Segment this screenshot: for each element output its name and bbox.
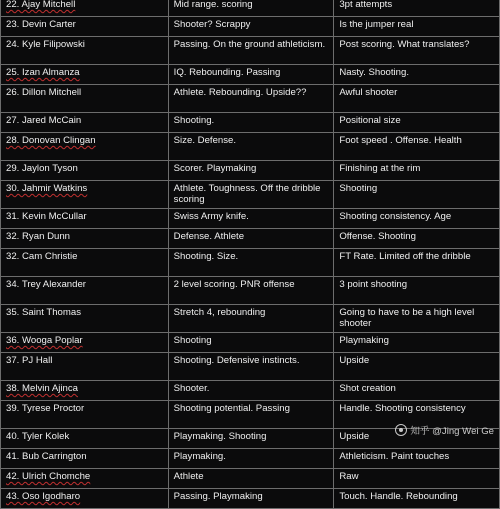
strengths-cell: Passing. Playmaking [168,489,334,508]
player-name: 30. Jahmir Watkins [6,183,88,194]
strengths-cell: Mid range. scoring [168,0,334,16]
player-cell: 24. Kyle Filipowski [0,37,168,64]
weaknesses-cell: Going to have to be a high level shooter [333,305,500,332]
table-row [0,37,500,65]
player-name: 43. Oso Igodharo [6,491,81,502]
player-cell: 35. Saint Thomas [0,305,168,332]
player-name: 38. Melvin Ajinca [6,383,78,394]
strengths-cell: Shooting. [168,113,334,132]
weaknesses-cell: Shot creation [333,381,500,400]
player-cell: 34. Trey Alexander [0,277,168,304]
strengths-cell: Athlete. Toughness. Off the dribble scoring [168,181,334,208]
player-cell: 32. Ryan Dunn [0,229,168,248]
player-cell [0,469,168,488]
player-cell: 26. Dillon Mitchell [0,85,168,112]
weaknesses-cell: Athleticism. Paint touches [333,449,500,468]
table-row [0,229,500,249]
strengths-cell: Swiss Army knife. [168,209,334,228]
table-row [0,449,500,469]
table-row [0,429,500,449]
player-cell: 23. Devin Carter [0,17,168,36]
player-cell: 41. Bub Carrington [0,449,168,468]
table-row [0,209,500,229]
strengths-cell: Passing. On the ground athleticism. [168,37,334,64]
player-name: 42. Ulrich Chomche [6,471,91,482]
player-cell: 39. Tyrese Proctor [0,401,168,428]
weaknesses-cell: Upside [333,429,500,448]
weaknesses-cell: Raw [333,469,500,488]
player-cell: 37. PJ Hall [0,353,168,380]
strengths-cell: Playmaking. Shooting [168,429,334,448]
weaknesses-cell: 3pt attempts [333,0,500,16]
table-row [0,489,500,509]
table-row [0,353,500,381]
strengths-cell: 2 level scoring. PNR offense [168,277,334,304]
watermark-text: 知乎 @Jing Wei Ge [410,426,494,437]
strengths-cell: Shooter? Scrappy [168,17,334,36]
player-name: 36. Wooga Poplar [6,335,83,346]
weaknesses-cell: Playmaking [333,333,500,352]
weaknesses-cell: Post scoring. What translates? [333,37,500,64]
weaknesses-cell: Positional size [333,113,500,132]
weaknesses-cell: 3 point shooting [333,277,500,304]
player-cell [0,333,168,352]
player-cell: 32. Cam Christie [0,249,168,276]
weaknesses-cell: Nasty. Shooting. [333,65,500,84]
player-cell [0,133,168,160]
strengths-cell: Shooter. [168,381,334,400]
player-name: 25. Izan Almanza [6,67,80,78]
weaknesses-cell: Finishing at the rim [333,161,500,180]
strengths-cell: Shooting. Defensive instincts. [168,353,334,380]
weaknesses-cell: Awful shooter [333,85,500,112]
weaknesses-cell: Touch. Handle. Rebounding [333,489,500,508]
player-cell [0,65,168,84]
strengths-cell: IQ. Rebounding. Passing [168,65,334,84]
player-cell [0,181,168,208]
player-name: 22. Ajay Mitchell [6,0,76,10]
player-cell [0,381,168,400]
weaknesses-cell: Shooting [333,181,500,208]
player-cell [0,489,168,508]
weaknesses-cell: Is the jumper real [333,17,500,36]
strengths-cell: Stretch 4, rebounding [168,305,334,332]
weaknesses-cell: Upside [333,353,500,380]
weaknesses-cell: Shooting consistency. Age [333,209,500,228]
table-row [0,381,500,401]
player-cell: 31. Kevin McCullar [0,209,168,228]
strengths-cell: Playmaking. [168,449,334,468]
table-row [0,181,500,209]
table-row [0,85,500,113]
table-row [0,401,500,429]
weaknesses-cell: FT Rate. Limited off the dribble [333,249,500,276]
table-row [0,17,500,37]
strengths-cell: Size. Defense. [168,133,334,160]
strengths-cell: Athlete [168,469,334,488]
table-row [0,305,500,333]
table-row [0,161,500,181]
player-name: 28. Donovan Clingan [6,135,96,146]
player-cell: 40. Tyler Kolek [0,429,168,448]
strengths-cell: Shooting potential. Passing [168,401,334,428]
table-row [0,249,500,277]
strengths-cell: Shooting. Size. [168,249,334,276]
strengths-cell: Shooting [168,333,334,352]
table-row [0,133,500,161]
table-row [0,65,500,85]
strengths-cell: Defense. Athlete [168,229,334,248]
weaknesses-cell: Offense. Shooting [333,229,500,248]
weaknesses-cell: Foot speed . Offense. Health [333,133,500,160]
weaknesses-cell: Handle. Shooting consistency [333,401,500,428]
table-row [0,277,500,305]
table-row [0,0,500,17]
player-cell: 27. Jared McCain [0,113,168,132]
player-cell [0,0,168,16]
strengths-cell: Athlete. Rebounding. Upside?? [168,85,334,112]
table-row [0,333,500,353]
player-cell: 29. Jaylon Tyson [0,161,168,180]
table-row [0,469,500,489]
strengths-cell: Scorer. Playmaking [168,161,334,180]
table-row [0,113,500,133]
